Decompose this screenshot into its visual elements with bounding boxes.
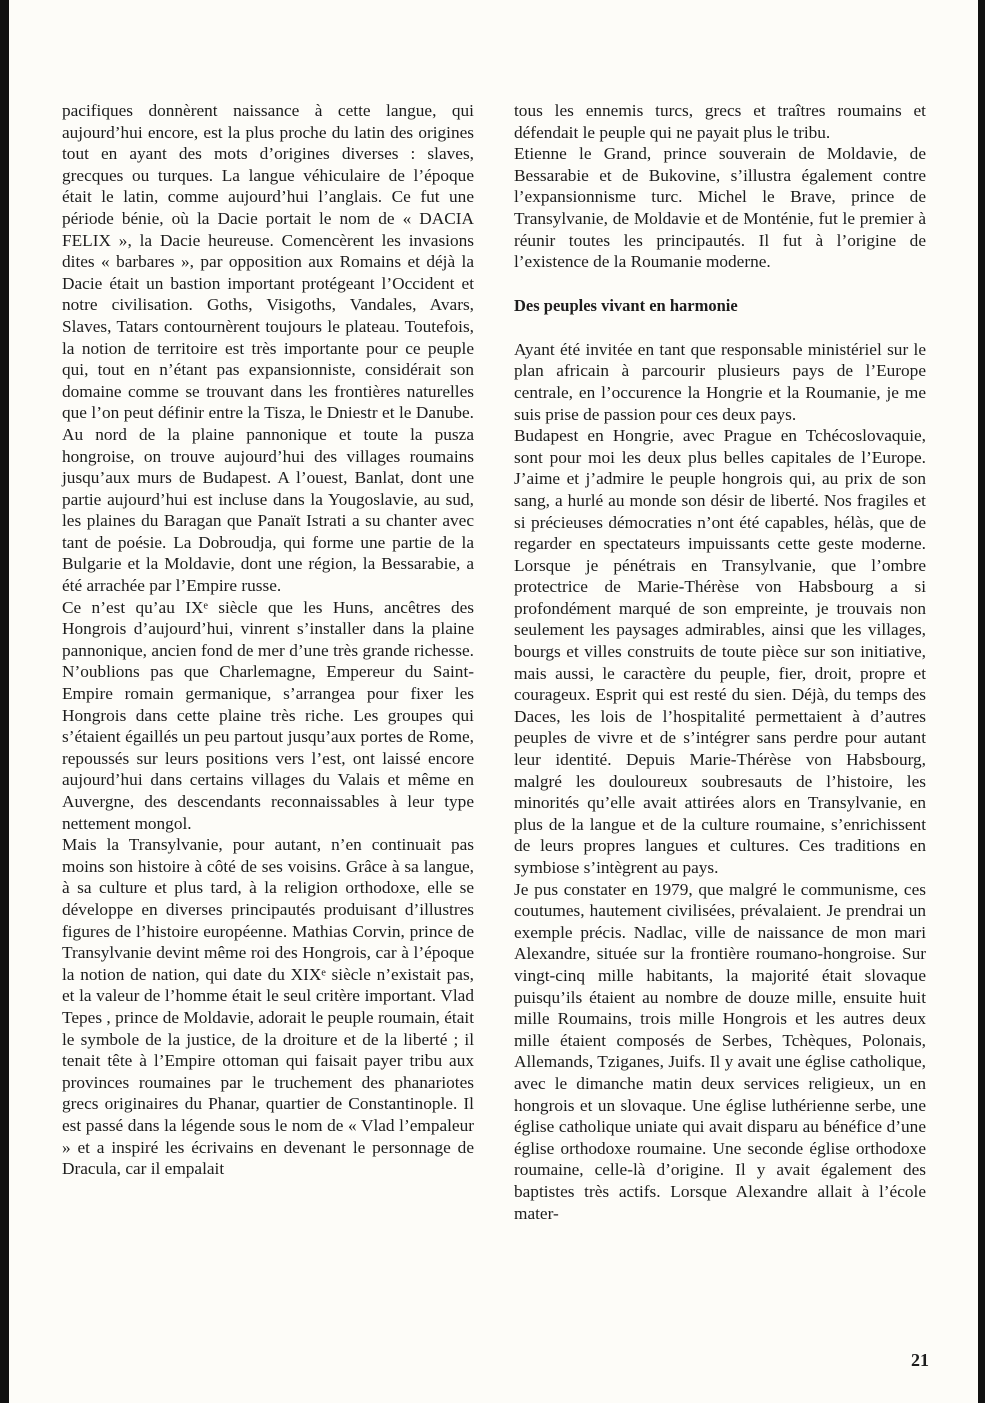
- paragraph: Je pus constater en 1979, que malgré le communisme, ces coutumes, hautement civilisées, prévalaient. Je prendrai un exemple précis. Nadlac, ville de naissance de mon mari Alexandre, située sur la frontière roumano-hongroise. Sur vingt-cinq mille habitants, la majorité était slovaque puisqu’ils étaient au nombre de douze mille, ensuite huit mille Roumains, trois mille Hongrois et les autres deux mille étaient composés de Serbes, Tchèques, Polonais, Allemands, Tziganes, Juifs. Il y avait une église catholique, avec le dimanche matin deux services religieux, un en hongrois et un slovaque. Une église luthérienne serbe, une église catholique uniate qui avait disparu au bénéfice d’une église orthodoxe roumaine. Une seconde église orthodoxe roumaine, celle-là d’origine. Il y avait également des baptistes très actifs. Lorsque Alexandre allait à l’école mater-: [514, 879, 926, 1223]
- left-column: [62, 100, 474, 1180]
- paragraph: Budapest en Hongrie, avec Prague en Tchécoslovaquie, sont pour moi les deux plus belles capitales de l’Europe. J’aime et j’admire le peuple hongrois qui, au prix de son sang, a hurlé au monde son désir de liberté. Nos fragiles et si précieuses démocraties n’ont été capables, hélàs, que de regarder en spectateurs impuissants cette geste moderne. Lorsque je pénétrais en Transylvanie, que l’ombre protectrice de Marie-Thérèse von Habsbourg a si profondément marqué de son empreinte, je trouvais non seulement les paysages admirables, ainsi que les villages, bourgs et villes construits de toute pièce sur son initiative, mais aussi, le caractère du peuple, fier, droit, propre et courageux. Esprit qui est resté du sien. Déjà, du temps des Daces, les lois de l’hospitalité permettaient à d’autres peuples de vivre et de s’intégrer sans perdre pour autant leur identité. Depuis Marie-Thérèse von Habsbourg, malgré les douloureux soubresauts de l’histoire, les minorités qu’elle avait attirées alors en Transylvanie, en plus de la langue et de la culture roumaine, s’enrichissent de leurs propres langues et cultures. Ces traditions en symbiose s’intègrent au pays.: [514, 426, 926, 877]
- paragraph: pacifiques donnèrent naissance à cette langue, qui aujourd’hui encore, est la plus proche du latin des origines tout en ayant des mots d’origines diverses : slaves, grecques ou turques. La langue véhiculaire de l’époque était le latin, comme aujourd’hui l’anglais. Ce fut une période bénie, où la Dacie portait le nom de « DACIA FELIX », la Dacie heureuse. Comencèrent les invasions dites « barbares », par opposition aux Romains et déjà la Dacie était un bastion important protégeant l’Occident et notre civilisation. Goths, Visigoths, Vandales, Avars, Slaves, Tatars contournèrent toujours le plateau. Toutefois, la notion de territoire est très importante pour ce peuple qui, tout en n’étant pas expansionniste, considérait son domaine comme se trouvant dans les frontières naturelles que l’on peut définir entre la Tisza, le Dniestr et le Danube. Au nord de la plaine pannonique et toute la pusza hongroise, on trouve aujourd’hui des villages roumains jusqu’aux murs de Budapest. A l’ouest, Banlat, dont une partie aujourd’hui est incluse dans la Yougoslavie, au sud, les plaines du Baragan que Panaït Istrati a su chanter avec tant de poésie. La Dobroudja, qui forme une partie de la Bulgarie et la Moldavie, dont une région, la Bessarabie, a été arrachée par l’Empire russe.: [62, 101, 474, 596]
- right-column: [514, 100, 926, 1224]
- paragraph: Etienne le Grand, prince souverain de Moldavie, de Bessarabie et de Bukovine, s’illustra également contre l’expansionnisme turc. Michel le Brave, prince de Transylvanie, de Moldavie et de Monténie, fut le premier à réunir toutes les principautés. Il fut à l’origine de l’existence de la Roumanie moderne.: [514, 144, 926, 272]
- page-number: 21: [911, 1350, 929, 1370]
- scan-border-right: [978, 0, 985, 1403]
- paragraph: Mais la Transylvanie, pour autant, n’en continuait pas moins son histoire à côté de ses voisins. Grâce à sa langue, à sa culture et plus tard, à la religion orthodoxe, elle se développe en diverses principautés produisant d’illustres figures de l’histoire européenne. Mathias Corvin, prince de Transylvanie devint même roi des Hongrois, car à l’époque la notion de nation, qui date du XIXᵉ siècle n’existait pas, et la valeur de l’homme était le seul critère important. Vlad Tepes , prince de Moldavie, adorait le peuple roumain, était le symbole de la justice, de la droiture et de la liberté ; il tenait tête à l’Empire ottoman qui faisait payer tribu aux provinces roumaines par le truchement des phanariotes grecs originaires du Phanar, quartier de Constantinople. Il est passé dans la légende sous le nom de « Vlad l’empaleur » et a inspiré les écrivains en devenant le personnage de Dracula, car il empalait: [62, 835, 474, 1179]
- scan-border-left: [0, 0, 9, 1403]
- section-heading: Des peuples vivant en harmonie: [514, 295, 738, 315]
- paragraph: Ayant été invitée en tant que responsable ministériel sur le plan africain à parcourir plusieurs pays de l’Europe centrale, en l’occurence la Hongrie et la Roumanie, je me suis prise de passion pour ces deux pays.: [514, 339, 926, 424]
- paragraph: tous les ennemis turcs, grecs et traîtres roumains et défendait le peuple qui ne payait plus le tribu.: [514, 101, 926, 142]
- paragraph: Ce n’est qu’au IXᵉ siècle que les Huns, ancêtres des Hongrois d’aujourd’hui, vinrent s’installer dans la plaine pannonique, ancien fond de mer d’une très grande richesse. N’oublions pas que Charlemagne, Empereur du Saint-Empire romain germanique, s’arrangea pour fixer les Hongrois dans cette plaine très riche. Les groupes qui s’étaient égaillés un peu partout jusqu’aux portes de Rome, repoussés sur leurs positions vers l’est, ont laissé encore aujourd’hui dans certains villages du Valais et même en Auvergne, des descendants reconnaissables à leur type nettement mongol.: [62, 597, 474, 833]
